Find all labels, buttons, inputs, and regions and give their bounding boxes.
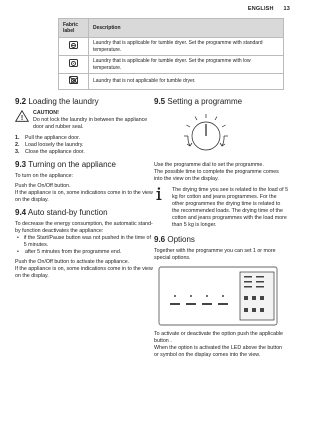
- loading-steps: [15, 135, 153, 156]
- list-item: 1. Pull the appliance door.: [15, 135, 81, 141]
- table-row: [59, 56, 284, 74]
- paragraph: Use the programme dial to set the programme. The possible time to complete the programme comes into the view on the display.: [154, 162, 279, 182]
- left-column: [15, 97, 153, 283]
- section-title-standby: 9.4 Auto stand-by function: [15, 208, 108, 217]
- right-column: [154, 97, 288, 362]
- list-item: • if the Start/Pause button was not pushed in the time of 5 minutes.: [17, 235, 151, 248]
- caution-box: [15, 110, 153, 131]
- page-header: [240, 6, 290, 12]
- table-row: [59, 74, 284, 90]
- options-panel-illustration: [158, 266, 278, 326]
- info-text: The drying time you see is related to the load of 5 kg for cotton and jeans programmes. For the other programmes the drying time is related to the recommended loads. The drying time of the cotton and jeans programmes with the load more than 5 kg is longer.: [172, 187, 289, 228]
- list-item: • after 5 minutes from the programme end.: [17, 249, 122, 255]
- info-note: [154, 187, 288, 229]
- fabric-label-table: [58, 18, 284, 90]
- table-cell-description: Laundry that is applicable for tumble dryer. Set the programme with standard temperature.: [89, 38, 284, 56]
- header-language: ENGLISH: [247, 6, 274, 12]
- caution-text: Do not lock the laundry in between the appliance door and rubber seal.: [33, 117, 148, 130]
- table-cell-description: Laundry that is not applicable for tumble dryer.: [89, 74, 284, 90]
- table-header-description: Description: [89, 19, 284, 38]
- table-header-fabric-label: Fabric label: [59, 19, 89, 38]
- table-header-row: [59, 19, 284, 38]
- list-item: 2. Load loosely the laundry.: [15, 142, 84, 148]
- standby-conditions: [15, 235, 153, 256]
- paragraph: To activate or deactivate the option push the applicable button . When the option is activated the LED above the button or symbol on the display comes into the view.: [154, 331, 283, 358]
- section-title-setting-programme: 9.5 Setting a programme: [154, 97, 243, 106]
- programme-dial-illustration: [176, 110, 236, 158]
- warning-icon: [15, 110, 29, 122]
- paragraph: Push the On/Off button to activate the appliance.: [15, 259, 130, 265]
- section-title-turning-on: 9.3 Turning on the appliance: [15, 160, 116, 169]
- paragraph: Together with the programme you can set 1 or more special options.: [154, 248, 276, 261]
- section-title-options: 9.6 Options: [154, 235, 195, 244]
- info-icon: [154, 187, 164, 201]
- paragraph: If the appliance is on, some indications come in to the view on the display.: [15, 266, 153, 279]
- table-cell-description: Laundry that is applicable for tumble dryer. Set the programme with low temperature.: [89, 56, 284, 74]
- caution-title: CAUTION!: [33, 110, 59, 116]
- table-row: [59, 38, 284, 56]
- paragraph: Push the On/Off button. If the appliance is on, some indications come in to the view on the display.: [15, 183, 153, 203]
- page-number: 13: [283, 6, 290, 12]
- tumble-dry-high-icon: [69, 41, 78, 49]
- paragraph: To decrease the energy consumption, the automatic stand-by function deactivates the appliance:: [15, 221, 153, 234]
- paragraph: To turn on the appliance:: [15, 173, 74, 179]
- svg-text:!: !: [20, 115, 24, 122]
- no-tumble-dry-icon: [69, 76, 78, 84]
- section-title-loading: 9.2 Loading the laundry: [15, 97, 99, 106]
- list-item: 3. Close the appliance door.: [15, 149, 85, 155]
- tumble-dry-low-icon: [69, 59, 78, 67]
